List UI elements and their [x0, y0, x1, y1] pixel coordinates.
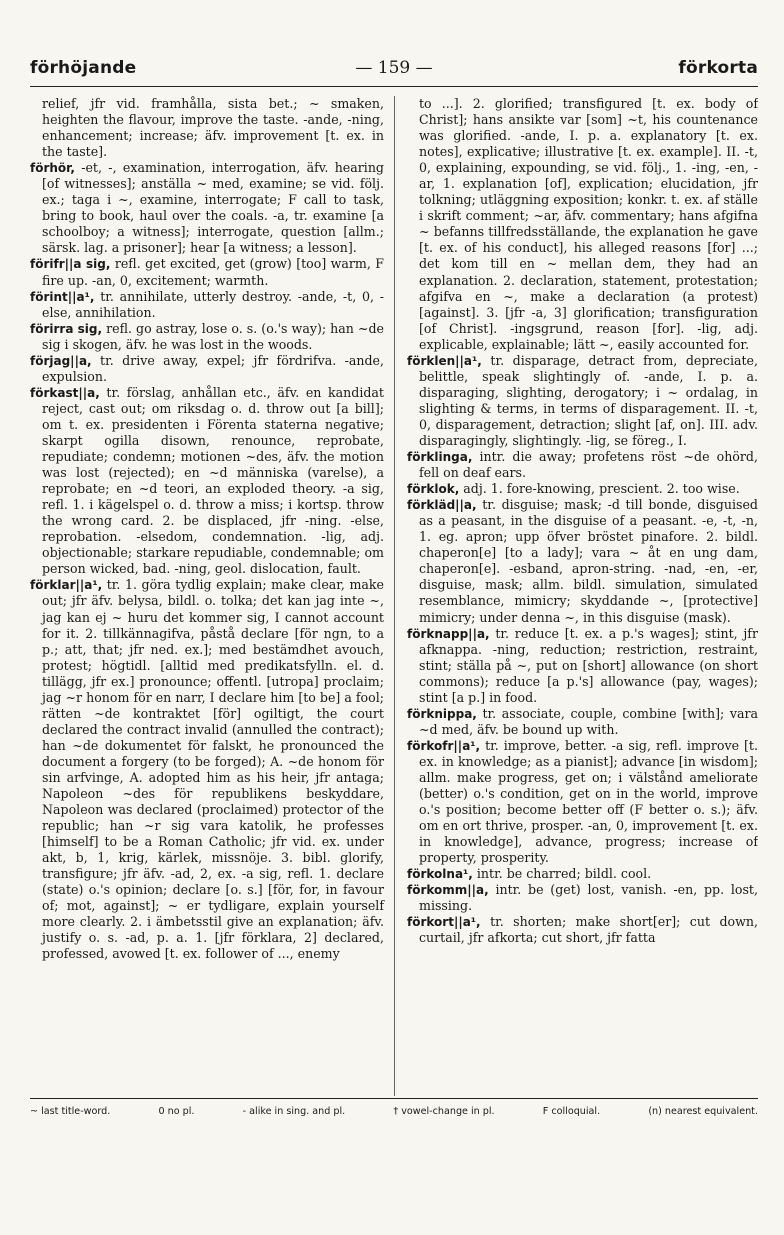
entry-headword: förkort||a¹, — [407, 915, 481, 930]
dictionary-entry — [30, 160, 384, 256]
entry-text: tr. disguise; mask; -d till bonde, disguised as a peasant, in the disguise of a peasant. -e, -t, -n, 1. eg. apron; upp öfver bröstet pinafore. 2. bildl. chaperon[e] [to a lady]; vara ~ åt en ung dam, chaperon[e]. -esband, apron-string. -nad, -en, -er, disguise, mask; allm. bildl. simulation, simulated resemblance, mimicry; skyddande ~, [protective] mimicry; under denna ~, in this disguise (mask). — [419, 497, 758, 625]
dictionary-entry — [407, 914, 758, 946]
entry-headword: förknippa, — [407, 706, 477, 721]
entry-text: tr. annihilate, utterly destroy. -ande, -t, 0, -else, annihilation. — [42, 288, 384, 320]
entry-text: tr. reduce [t. ex. a p.'s wages]; stint, jfr afknappa. -ning, reduction; restriction, restraint, stint; ställa på ~, put on [short] allowance (on short commons); reduce [a p.'s] allowance (pay, wages); stint [a p.] in food. — [419, 625, 758, 705]
right-column — [394, 96, 758, 1096]
dictionary-entry — [407, 353, 758, 449]
entry-text: tr. improve, better. -a sig, refl. improve [t. ex. in knowledge; as a pianist]; advance [in wisdom]; allm. make progress, get on; i välstånd ameliorate (better) o.'s condition, get on in the world, improve o.'s position; become better off (F better o. s.); äfv. om en ort thrive, prosper. -an, 0, improvement [t. ex. in knowledge], advance, progress; increase of property, prosperity. — [419, 737, 758, 866]
legend-item: - alike in sing. and pl. — [242, 1106, 346, 1117]
dictionary-entry — [30, 289, 384, 321]
columns — [30, 96, 758, 1096]
dictionary-entry — [407, 866, 758, 882]
page-number-row — [30, 58, 758, 86]
dictionary-entry — [30, 321, 384, 353]
entry-headword: förknapp||a, — [407, 626, 490, 641]
dictionary-entry — [30, 385, 384, 578]
dictionary-entry — [30, 96, 384, 160]
footer-rule — [30, 1098, 758, 1099]
dictionary-entry — [30, 256, 384, 288]
dictionary-entry — [30, 577, 384, 962]
legend-item: ~ last title-word. — [30, 1106, 111, 1117]
entry-headword: förkofr||a¹, — [407, 738, 481, 753]
dictionary-entry — [407, 706, 758, 738]
entry-text: -et, -, examination, interrogation, äfv. hearing [of witnesses]; anställa ~ med, examine; se vid. följ. ex.; taga i ~, examine, interrogate; F call to task, bring to book, haul over the coals. -a, tr. examine [a schoolboy; a witness]; interrogate, question [allm.; särsk. lag. a prisoner]; hear [a witness; a lesson]. — [42, 160, 384, 256]
dictionary-entry — [30, 353, 384, 385]
entry-headword: förkolna¹, — [407, 867, 473, 882]
entry-text: tr. disparage, detract from, depreciate, belittle, speak slightingly of. -ande, I. p. a. disparaging, slighting, derogatory; i ~ ordalag, in slighting & terms, in terms of disparagement. II. -t, 0, disparagement, detraction; slight [af, on]. III. adv. disparagingly, slightingly. -lig, se föreg., I. — [419, 352, 758, 448]
entry-headword: förkomm||a, — [407, 883, 489, 898]
entry-headword: förkläd||a, — [407, 498, 477, 513]
entry-headword: förint||a¹, — [30, 289, 95, 304]
legend-item: (n) nearest equivalent. — [648, 1106, 758, 1117]
entry-text: tr. drive away, expel; jfr fördrifva. -ande, expulsion. — [42, 352, 384, 384]
entry-headword: förklinga, — [407, 450, 473, 465]
entry-text: tr. 1. göra tydlig explain; make clear, make out; jfr äfv. belysa, bildl. o. tolka; det kan jag inte ~, jag kan ej ~ huru det kommer sig, I cannot account for it. 2. tillkännagifva, påstå declare [för ngn, to a p.; att, that; jfr ned. ex.]; med bestämdhet avouch, protest; högtidl. [alltid med predikatsfylln. el. d. tillägg, jfr ex.] pronounce; offentl. [utropa] proclaim; jag ~r honom för en narr, I declare him [to be] a fool; rätten ~de kontraktet [för] ogiltigt, the court declared the contract invalid (annulled the contract); han ~de dokumentet för falskt, he pronounced the document a forgery (to be forged); A. ~de honom för sin arfvinge, A. adopted him as his heir, jfr antaga; Napoleon ~des för republikens beskyddare, Napoleon was declared (proclaimed) protector of the republic; han ~r sig vara katolik, he professes [himself] to be a Roman Catholic; jfr vid. ex. under akt, b, 1, krig, kärlek, missnöje. 3. bibl. glorify, transfigure; jfr äfv. -ad, 2, ex. -a sig, refl. 1. declare (state) o.'s opinion; declare [o. s.] [för, for, in favour of; mot, against]; ~ er tydligare, explain yourself more clearly. 2. i ämbetsstil give an explanation; äfv. justify o. s. -ad, p. a. 1. [jfr förklara, 2] declared, professed, avowed [t. ex. follower of ..., enemy — [42, 577, 384, 962]
abbreviation-legend — [30, 1106, 758, 1117]
entry-text: tr. förslag, anhållan etc., äfv. en kandidat reject, cast out; om riksdag o. d. throw out [a bill]; om t. ex. presidenten i Förenta staterna negative; skarpt ogilla disown, renounce, reprobate, repudiate; condemn; motionen ~des, äfv. the motion was lost (rejected); en ~d människa (varelse), a reprobate; en ~d teori, an exploded theory. -a sig, refl. 1. i kägelspel o. d. throw a miss; i kortsp. throw the wrong card. 2. be displaced, jfr -ning. -else, reprobation. -elsedom, condemnation. -lig, adj. objectionable; starkare repudiable, condemnable; om person wicked, bad. -ning, geol. dislocation, fault. — [42, 384, 384, 577]
entry-text: refl. get excited, get (grow) [too] warm, F fire up. -an, 0, excitement; warmth. — [42, 256, 384, 288]
entry-text: intr. be charred; bildl. cool. — [476, 866, 652, 882]
entry-headword: förifr||a sig, — [30, 257, 111, 272]
legend-item: 0 no pl. — [158, 1106, 195, 1117]
entry-headword: förklen||a¹, — [407, 353, 482, 368]
entry-text: intr. die away; profetens röst ~de ohörd, fell on deaf ears. — [419, 449, 758, 481]
left-column — [30, 96, 394, 1096]
dictionary-entry — [407, 481, 758, 497]
right-running-head: förkorta — [678, 58, 758, 78]
entry-text: adj. 1. fore-knowing, prescient. 2. too wise. — [463, 481, 740, 497]
dictionary-entry — [407, 738, 758, 866]
entry-text: tr. shorten; make short[er]; cut down, curtail, jfr afkorta; cut short, jfr fatta — [419, 914, 758, 946]
legend-item: † vowel-change in pl. — [393, 1106, 495, 1117]
dictionary-entry — [407, 449, 758, 481]
entry-headword: förklok, — [407, 482, 460, 497]
dictionary-entry — [407, 882, 758, 914]
page-number: — 159 — — [355, 58, 433, 78]
legend-item: F colloquial. — [542, 1106, 601, 1117]
left-running-head: förhöjande — [30, 58, 137, 78]
entry-headword: förkast||a, — [30, 385, 100, 400]
entry-headword: förklar||a¹, — [30, 578, 103, 593]
header-rule — [30, 86, 758, 87]
entry-text: tr. associate, couple, combine [with]; vara ~d med, äfv. be bound up with. — [419, 705, 758, 737]
entry-headword: förhör, — [30, 161, 75, 176]
entry-text: relief, jfr vid. framhålla, sista bet.; ~ smaken, heighten the flavour, improve the taste. -ande, -ning, enhancement; increase; äfv. improvement [t. ex. in the taste]. — [42, 96, 384, 160]
entry-text: to ...]. 2. glorified; transfigured [t. ex. body of Christ]; hans ansikte var [som] ~t, his countenance was glorified. -ande, I. p. a. explanatory [t. ex. notes], explicative; illustrative [t. ex. example]. II. -t, 0, explaining, expounding, se vid. följ., 1. -ing, -en, -ar, 1. explanation [of], explication; elucidation, jfr tolkning; utläggning exposition; konkr. t. ex. af ställe i skrift comment; ~ar, äfv. commentary; hans afgifna ~ befanns tillfredsställande, the explanation he gave [t. ex. of his conduct], his alleged reasons [for] ...; det kom till en ~ mellan dem, they had an explanation. 2. declaration, statement, protestation; afgifva en ~, make a declaration (a protest) [against]. 3. [jfr -a, 3] glorification; transfiguration [of Christ]. -ingsgrund, reason [for]. -lig, adj. explicable, explainable; lätt ~, easily accounted for. — [419, 96, 758, 352]
dictionary-entry — [407, 497, 758, 625]
entry-headword: förirra sig, — [30, 321, 103, 336]
entry-headword: förjag||a, — [30, 353, 92, 368]
dictionary-entry — [407, 96, 758, 353]
dictionary-entry — [407, 626, 758, 706]
entry-text: intr. be (get) lost, vanish. -en, pp. lost, missing. — [419, 882, 758, 914]
entry-text: refl. go astray, lose o. s. (o.'s way); han ~de sig i skogen, äfv. he was lost in the woods. — [42, 320, 385, 352]
